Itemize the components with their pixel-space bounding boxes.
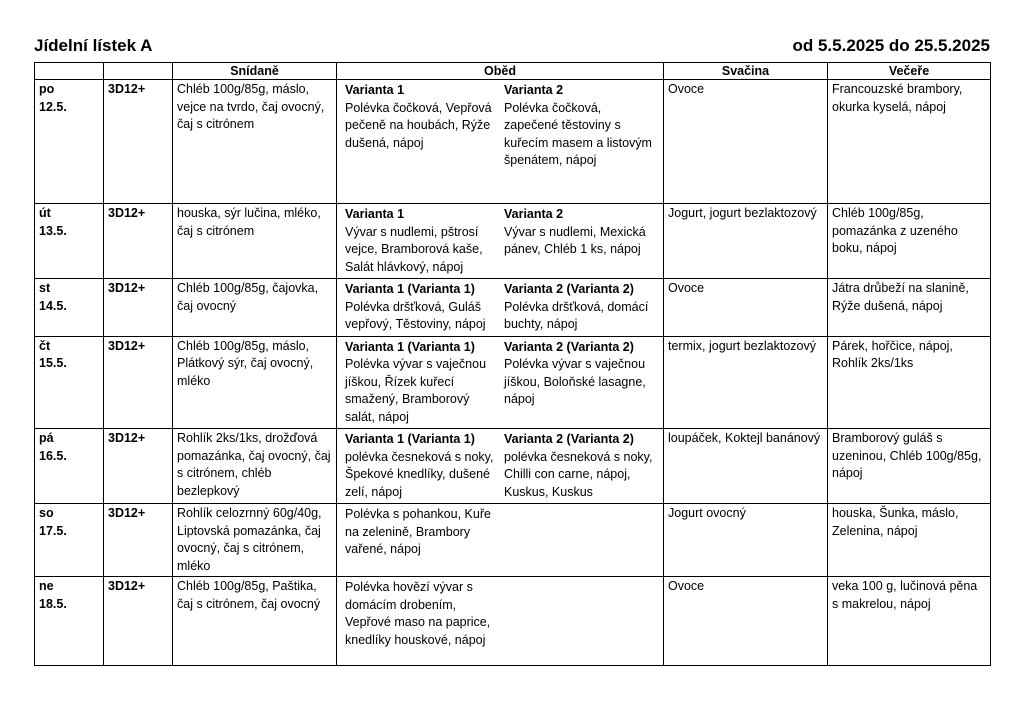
- lunch-variant-2: [500, 280, 659, 335]
- breakfast-cell: houska, sýr lučina, mléko, čaj s citrónem: [173, 204, 337, 279]
- snack-cell: loupáček, Koktejl banánový: [664, 429, 828, 504]
- day-date: 18.5.: [39, 596, 67, 611]
- variant-1-text: Polévka dršťková, Guláš vepřový, Těstoviny, nápoj: [345, 299, 486, 331]
- variant-2-text: Vývar s nudlemi, Mexická pánev, Chléb 1 ks, nápoj: [504, 224, 646, 256]
- table-row: [35, 336, 991, 429]
- snack-cell: Jogurt ovocný: [664, 504, 828, 577]
- breakfast-cell: Rohlík 2ks/1ks, drožďová pomazánka, čaj ovocný, čaj s citrónem, chléb bezlepkový: [173, 429, 337, 504]
- variant-2-text: Polévka vývar s vaječnou jíškou, Boloňské lasagne, nápoj: [504, 357, 646, 406]
- col-header-lunch: Oběd: [337, 63, 664, 80]
- diet-code: 3D12+: [104, 577, 173, 666]
- menu-table: [34, 62, 991, 666]
- snack-cell: termix, jogurt bezlaktozový: [664, 336, 828, 429]
- day-cell: [35, 577, 104, 666]
- page-header: [34, 36, 990, 60]
- lunch-variant-1: [341, 578, 500, 650]
- snack-cell: Ovoce: [664, 80, 828, 204]
- diet-code: 3D12+: [104, 204, 173, 279]
- day-cell: [35, 279, 104, 337]
- variant-2-text: Polévka dršťková, domácí buchty, nápoj: [504, 299, 649, 331]
- diet-code: 3D12+: [104, 279, 173, 337]
- lunch-cell: [337, 504, 664, 577]
- snack-cell: Ovoce: [664, 577, 828, 666]
- breakfast-cell: Chléb 100g/85g, máslo, Plátkový sýr, čaj ovocný, mléko: [173, 336, 337, 429]
- day-date: 15.5.: [39, 356, 67, 370]
- diet-code: 3D12+: [104, 336, 173, 429]
- lunch-cell: [337, 336, 664, 429]
- lunch-cell: [337, 279, 664, 337]
- day-date: 16.5.: [39, 448, 67, 463]
- variant-1-label: Varianta 1 (Varianta 1): [345, 282, 475, 296]
- table-row: [35, 504, 991, 577]
- menu-title: Jídelní lístek A: [34, 36, 153, 55]
- variant-2-text: polévka česneková s noky, Chilli con carne, nápoj, Kuskus, Kuskus: [504, 449, 653, 499]
- col-header-snack: Svačina: [664, 63, 828, 80]
- diet-code: 3D12+: [104, 429, 173, 504]
- lunch-variant-1: [341, 81, 500, 171]
- variant-1-label: Varianta 1 (Varianta 1): [345, 339, 475, 354]
- variant-1-text: Polévka s pohankou, Kuře na zelenině, Brambory vařené, nápoj: [345, 507, 491, 556]
- table-row: [35, 429, 991, 504]
- lunch-variant-1: [341, 430, 500, 502]
- variant-1-label: Varianta 1 (Varianta 1): [345, 432, 475, 446]
- variant-1-text: Polévka hovězí vývar s domácím drobením, Vepřové maso na paprice, knedlíky houskové, nápoj: [345, 580, 491, 647]
- day-name: pá: [39, 431, 54, 445]
- lunch-variant-2: [500, 205, 659, 277]
- lunch-variant-1: [341, 505, 500, 560]
- snack-cell: Ovoce: [664, 279, 828, 337]
- day-name: ne: [39, 579, 54, 593]
- lunch-variant-2: [500, 338, 659, 428]
- variant-2-label: Varianta 2: [504, 83, 564, 97]
- day-cell: [35, 504, 104, 577]
- lunch-cell: [337, 204, 664, 279]
- day-cell: [35, 80, 104, 204]
- variant-1-label: Varianta 1: [345, 83, 405, 97]
- table-row: [35, 577, 991, 666]
- table-row: [35, 80, 991, 204]
- col-header-breakfast: Snídaně: [173, 63, 337, 80]
- variant-1-text: polévka česneková s noky, Špekové knedlíky, dušené zelí, nápoj: [345, 449, 494, 499]
- day-date: 13.5.: [39, 223, 67, 238]
- dinner-cell: Francouzské brambory, okurka kyselá, nápoj: [828, 80, 991, 204]
- day-name: čt: [39, 338, 51, 353]
- variant-1-text: Vývar s nudlemi, pštrosí vejce, Bramborová kaše, Salát hlávkový, nápoj: [345, 224, 483, 274]
- variant-2-label: Varianta 2 (Varianta 2): [504, 339, 634, 354]
- day-name: po: [39, 82, 55, 96]
- variant-2-label: Varianta 2 (Varianta 2): [504, 282, 634, 296]
- day-cell: [35, 204, 104, 279]
- lunch-variant-2: [500, 505, 659, 560]
- variant-1-text: Polévka čočková, Vepřová pečeně na houbách, Rýže dušená, nápoj: [345, 100, 492, 150]
- variant-1-label: Varianta 1: [345, 207, 405, 221]
- day-name: st: [39, 281, 51, 295]
- lunch-cell: [337, 429, 664, 504]
- dinner-cell: houska, Šunka, máslo, Zelenina, nápoj: [828, 504, 991, 577]
- dinner-cell: veka 100 g, lučinová pěna s makrelou, nápoj: [828, 577, 991, 666]
- day-date: 12.5.: [39, 99, 67, 114]
- variant-2-label: Varianta 2: [504, 207, 564, 221]
- dinner-cell: Párek, hořčice, nápoj, Rohlík 2ks/1ks: [828, 336, 991, 429]
- lunch-cell: [337, 80, 664, 204]
- date-range: od 5.5.2025 do 25.5.2025: [792, 36, 990, 55]
- breakfast-cell: Chléb 100g/85g, čajovka, čaj ovocný: [173, 279, 337, 337]
- day-date: 17.5.: [39, 523, 67, 538]
- variant-1-text: Polévka vývar s vaječnou jíškou, Řízek kuřecí smažený, Bramborový salát, nápoj: [345, 357, 487, 424]
- day-name: út: [39, 206, 51, 220]
- day-cell: [35, 336, 104, 429]
- col-header-day: [35, 63, 104, 80]
- diet-code: 3D12+: [104, 504, 173, 577]
- lunch-variant-1: [341, 205, 500, 277]
- table-row: [35, 204, 991, 279]
- day-date: 14.5.: [39, 298, 67, 313]
- lunch-cell: [337, 577, 664, 666]
- breakfast-cell: Chléb 100g/85g, máslo, vejce na tvrdo, čaj ovocný, čaj s citrónem: [173, 80, 337, 204]
- lunch-variant-2: [500, 430, 659, 502]
- header-row: [35, 63, 991, 80]
- day-cell: [35, 429, 104, 504]
- dinner-cell: Chléb 100g/85g, pomazánka z uzeného boku, nápoj: [828, 204, 991, 279]
- lunch-variant-1: [341, 280, 500, 335]
- variant-2-text: Polévka čočková, zapečené těstoviny s kuřecím masem a listovým špenátem, nápoj: [504, 100, 652, 167]
- col-header-code: [104, 63, 173, 80]
- day-name: so: [39, 506, 54, 520]
- dinner-cell: Bramborový guláš s uzeninou, Chléb 100g/85g, nápoj: [828, 429, 991, 504]
- diet-code: 3D12+: [104, 80, 173, 204]
- breakfast-cell: Chléb 100g/85g, Paštika, čaj s citrónem, čaj ovocný: [173, 577, 337, 666]
- col-header-dinner: Večeře: [828, 63, 991, 80]
- snack-cell: Jogurt, jogurt bezlaktozový: [664, 204, 828, 279]
- dinner-cell: Játra drůbeží na slanině, Rýže dušená, nápoj: [828, 279, 991, 337]
- lunch-variant-2: [500, 81, 659, 171]
- lunch-variant-1: [341, 338, 500, 428]
- lunch-variant-2: [500, 578, 659, 650]
- table-row: [35, 279, 991, 337]
- breakfast-cell: Rohlík celozrnný 60g/40g, Liptovská pomazánka, čaj ovocný, čaj s citrónem, mléko: [173, 504, 337, 577]
- variant-2-label: Varianta 2 (Varianta 2): [504, 432, 634, 446]
